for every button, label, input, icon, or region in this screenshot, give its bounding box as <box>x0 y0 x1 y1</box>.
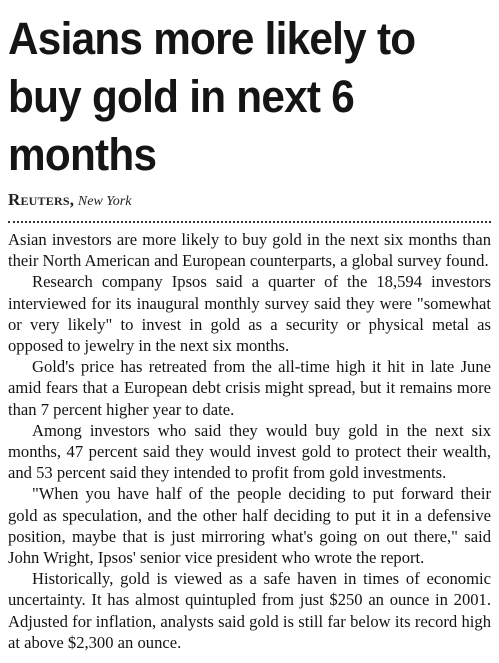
byline <box>8 190 491 212</box>
paragraph-4: Among investors who said they would buy gold in the next six months, 47 percent said they would invest gold to protect their wealth, and 53 percent said they intended to profit from gold investments. <box>8 420 491 483</box>
byline-agency: Reuters, <box>8 190 75 209</box>
paragraph-3: Gold's price has retreated from the all-time high it hit in late June amid fears that a European debt crisis might spread, but it remains more than 7 percent higher year to date. <box>8 357 491 419</box>
paragraph-6: Historically, gold is viewed as a safe haven in times of economic uncertainty. It has almost quintupled from just $250 an ounce in 2001. Adjusted for inflation, analysts said gold is still far below its record high at above $2,300 an ounce. <box>8 569 491 652</box>
paragraph-2: Research company Ipsos said a quarter of the 18,594 investors interviewed for its inaugural monthly survey said they were "somewhat or very likely" to invest in gold as a security or physical metal as opposed to jewelry in the next six months. <box>8 272 491 356</box>
byline-dateline: New York <box>77 194 132 209</box>
article-body <box>8 229 491 653</box>
headline: Asians more likely to buy gold in next 6 months <box>8 13 416 180</box>
dotted-divider <box>8 221 491 223</box>
paragraph-5: "When you have half of the people deciding to put forward their gold as speculation, and the other half deciding to put it in a defensive position, maybe that is just mirroring what's going on out there," said John Wright, Ipsos' senior vice president who wrote the report. <box>8 484 491 568</box>
paragraph-1: Asian investors are more likely to buy gold in the next six months than their North American and European counterparts, a global survey found. <box>8 230 491 271</box>
